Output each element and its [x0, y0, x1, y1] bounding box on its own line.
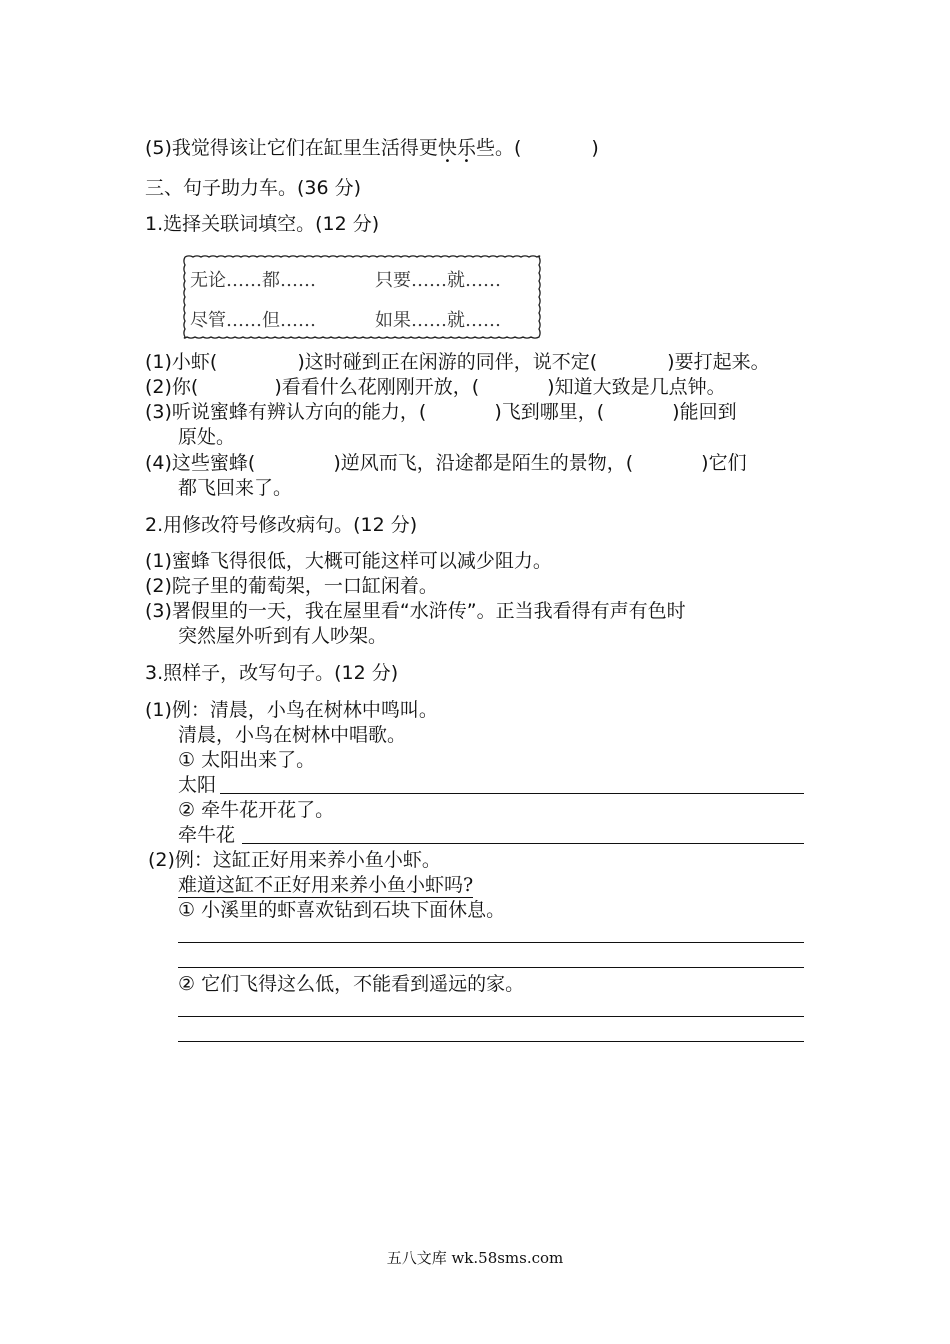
example-2-model	[178, 873, 473, 897]
example-1-answer-1	[178, 773, 216, 797]
item-1-a: (1)小虾(	[145, 351, 218, 373]
item-2-b: )看看什么花刚刚开放，(	[274, 376, 480, 398]
part-1-item-4-cont: 都飞回来了。	[178, 477, 293, 499]
example-1-model: 清晨，小鸟在树林中唱歌。	[178, 724, 407, 746]
example-2-label: (2)例：这缸正好用来养小鱼小虾。	[148, 849, 441, 871]
answer-2-prefix: 牵牛花	[178, 824, 236, 846]
item-2-a: (2)你(	[145, 376, 199, 398]
word-option-1: 无论……都……	[190, 270, 316, 291]
example-1-sentence-1: ① 太阳出来了。	[178, 749, 316, 771]
answer-line-2[interactable]	[242, 843, 804, 844]
answer-line-6[interactable]	[178, 1041, 804, 1042]
answer-line-4[interactable]	[178, 967, 804, 968]
part-1-item-4	[145, 451, 747, 475]
part-2-item-2: (2)院子里的葡萄架，一口缸闲着。	[145, 575, 438, 597]
item-4-c: )它们	[701, 452, 747, 474]
part-1-item-3-cont: 原处。	[178, 426, 236, 448]
part-3-title: 3.照样子，改写句子。(12 分)	[145, 662, 399, 684]
part-2-item-1: (1)蜜蜂飞得很低，大概可能这样可以减少阻力。	[145, 550, 552, 572]
answer-1-prefix: 太阳	[178, 774, 217, 796]
item-1-c: )要打起来。	[667, 351, 770, 373]
answer-line-5[interactable]	[178, 1016, 804, 1017]
example-2-sentence-2: ② 它们飞得这么低，不能看到遥远的家。	[178, 973, 525, 995]
part-2-title: 2.用修改符号修改病句。(12 分)	[145, 514, 418, 536]
item-2-c: )知道大致是几点钟。	[547, 376, 726, 398]
part-1-item-3	[145, 400, 737, 424]
part-2-item-3-cont: 突然屋外听到有人吵架。	[178, 625, 388, 647]
item-4-b: )逆风而飞，沿途都是陌生的景物，(	[333, 452, 634, 474]
item-3-c: )能回到	[672, 401, 737, 423]
footer-watermark: 五八文库 wk.58sms.com	[386, 1249, 564, 1267]
part-1-item-1	[145, 350, 770, 374]
emphasis-char-1: 快	[437, 137, 457, 159]
word-option-2: 只要……就……	[375, 270, 501, 291]
part-1-item-2	[145, 375, 726, 399]
example-2-model-text: 难道这缸不正好用来养小鱼小虾吗?	[178, 874, 474, 896]
item-3-a: (3)听说蜜蜂有辨认方向的能力，(	[145, 401, 427, 423]
item-3-b: )飞到哪里，(	[494, 401, 605, 423]
question-5-close: )	[591, 137, 599, 159]
example-2-sentence-1: ① 小溪里的虾喜欢钻到石块下面休息。	[178, 899, 506, 921]
item-1-b: )这时碰到正在闲游的同伴，说不定(	[297, 351, 598, 373]
example-1-label: (1)例：清晨，小鸟在树林中鸣叫。	[145, 699, 438, 721]
answer-line-3[interactable]	[178, 942, 804, 943]
question-5-text: (5)我觉得该让它们在缸里生活得更	[145, 137, 438, 159]
word-option-4: 如果……就……	[375, 310, 501, 331]
example-1-sentence-2: ② 牵牛花开花了。	[178, 799, 335, 821]
section-3-title: 三、句子助力车。(36 分)	[145, 177, 362, 199]
question-5-text-end: 些。(	[475, 137, 522, 159]
item-4-a: (4)这些蜜蜂(	[145, 452, 256, 474]
part-2-item-3: (3)署假里的一天，我在屋里看“水浒传”。正当我看得有声有色时	[145, 600, 686, 622]
part-1-title: 1.选择关联词填空。(12 分)	[145, 213, 380, 235]
question-5	[145, 136, 599, 160]
emphasis-char-2: 乐	[456, 137, 476, 159]
answer-line-1[interactable]	[220, 793, 804, 794]
word-option-3: 尽管……但……	[190, 310, 316, 331]
example-1-answer-2	[178, 823, 235, 847]
